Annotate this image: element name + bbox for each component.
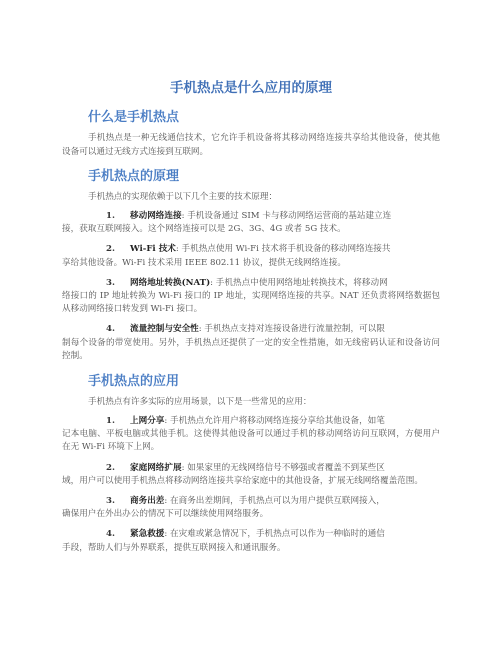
list-item xyxy=(62,323,440,363)
list-text: : 在灾难或紧急情况下，手机热点可以作为一种临时的通信 xyxy=(164,529,385,540)
list-text: : 手机设备通过 SIM 卡与移动网络运营商的基站建立连 xyxy=(181,211,392,221)
section-heading-application: 手机热点的应用 xyxy=(88,374,180,390)
list-text: : 手机热点允许用户将移动网络连接分享给其他设备，如笔 xyxy=(164,416,385,427)
list-text-continued: 域，用户可以使用手机热点将移动网络连接共享给家庭中的其他设备，扩展无线网络覆盖范围。 xyxy=(62,475,423,486)
application-list xyxy=(62,415,440,555)
list-text-continued: 络接口的 IP 地址转换为 Wi-Fi 接口的 IP 地址，实现网络连接的共享。NAT 还负责将网络数据包从移动网络接口转发到 Wi-Fi 接口。 xyxy=(62,291,440,315)
section-paragraph-what: 手机热点是一种无线通信技术，它允许手机设备将其移动网络连接共享给其他设备，使其他设备可以通过无线方式连接到互联网。 xyxy=(62,133,440,157)
section-paragraph-application: 手机热点有许多实际的应用场景，以下是一些常见的应用： xyxy=(88,397,312,408)
list-text: : 手机热点支持对连接设备进行流量控制，可以限 xyxy=(198,324,385,335)
list-item xyxy=(62,210,440,236)
list-number: 4. xyxy=(106,529,115,540)
list-text: : 手机热点中使用网络地址转换技术，将移动网 xyxy=(210,277,388,288)
list-number: 2. xyxy=(106,462,115,473)
principle-list xyxy=(62,210,440,363)
list-term: 商务出差 xyxy=(130,496,165,507)
section-heading-principle: 手机热点的原理 xyxy=(88,169,180,184)
list-term: 移动网络连接 xyxy=(130,211,182,221)
list-number: 4. xyxy=(106,324,115,335)
list-text-continued: 接，获取互联网接入。这个网络连接可以是 2G、3G、4G 或者 5G 技术。 xyxy=(62,224,346,235)
section-paragraph-principle: 手机热点的实现依赖于以下几个主要的技术原理： xyxy=(88,192,278,202)
list-text: : 手机热点使用 Wi-Fi 技术将手机设备的移动网络连接共 xyxy=(175,244,391,255)
list-term: 上网分享 xyxy=(130,416,165,427)
list-number: 1. xyxy=(106,416,115,427)
list-item xyxy=(62,462,440,488)
list-number: 3. xyxy=(106,277,115,288)
list-term: 网络地址转换(NAT) xyxy=(130,277,211,288)
list-number: 3. xyxy=(106,496,115,507)
list-text-continued: 享给其他设备。Wi-Fi 技术采用 IEEE 802.11 协议，提供无线网络连接。 xyxy=(62,257,346,268)
list-term: 流量控制与安全性 xyxy=(130,324,199,335)
list-item xyxy=(62,528,440,554)
list-text-continued: 记本电脑、平板电脑或其他手机。这使得其他设备可以通过手机的移动网络访问互联网，方便用户在无 Wi-Fi 环境下上网。 xyxy=(62,429,440,453)
list-term: 紧急救援 xyxy=(130,529,165,540)
list-item xyxy=(62,415,440,455)
section-heading-what: 什么是手机热点 xyxy=(88,110,180,125)
list-number: 2. xyxy=(106,244,115,255)
list-text-continued: 手段，帮助人们与外界联系，提供互联网接入和通讯服务。 xyxy=(62,542,286,553)
list-term: 家庭网络扩展 xyxy=(130,462,182,473)
list-item xyxy=(62,277,440,317)
list-text-continued: 制每个设备的带宽使用。另外，手机热点还提供了一定的安全性措施，如无线密码认证和设备访问控制。 xyxy=(62,337,440,361)
list-text: : 在商务出差期间，手机热点可以为用户提供互联网接入， xyxy=(164,496,385,507)
page-title: 手机热点是什么应用的原理 xyxy=(170,80,332,96)
list-term: Wi-Fi 技术 xyxy=(130,244,176,255)
list-text: : 如果家里的无线网络信号不够强或者覆盖不到某些区 xyxy=(181,462,385,473)
list-item xyxy=(62,495,440,521)
list-text-continued: 确保用户在外出办公的情况下可以继续使用网络服务。 xyxy=(62,509,269,520)
list-number: 1. xyxy=(106,211,115,221)
list-item xyxy=(62,243,440,269)
